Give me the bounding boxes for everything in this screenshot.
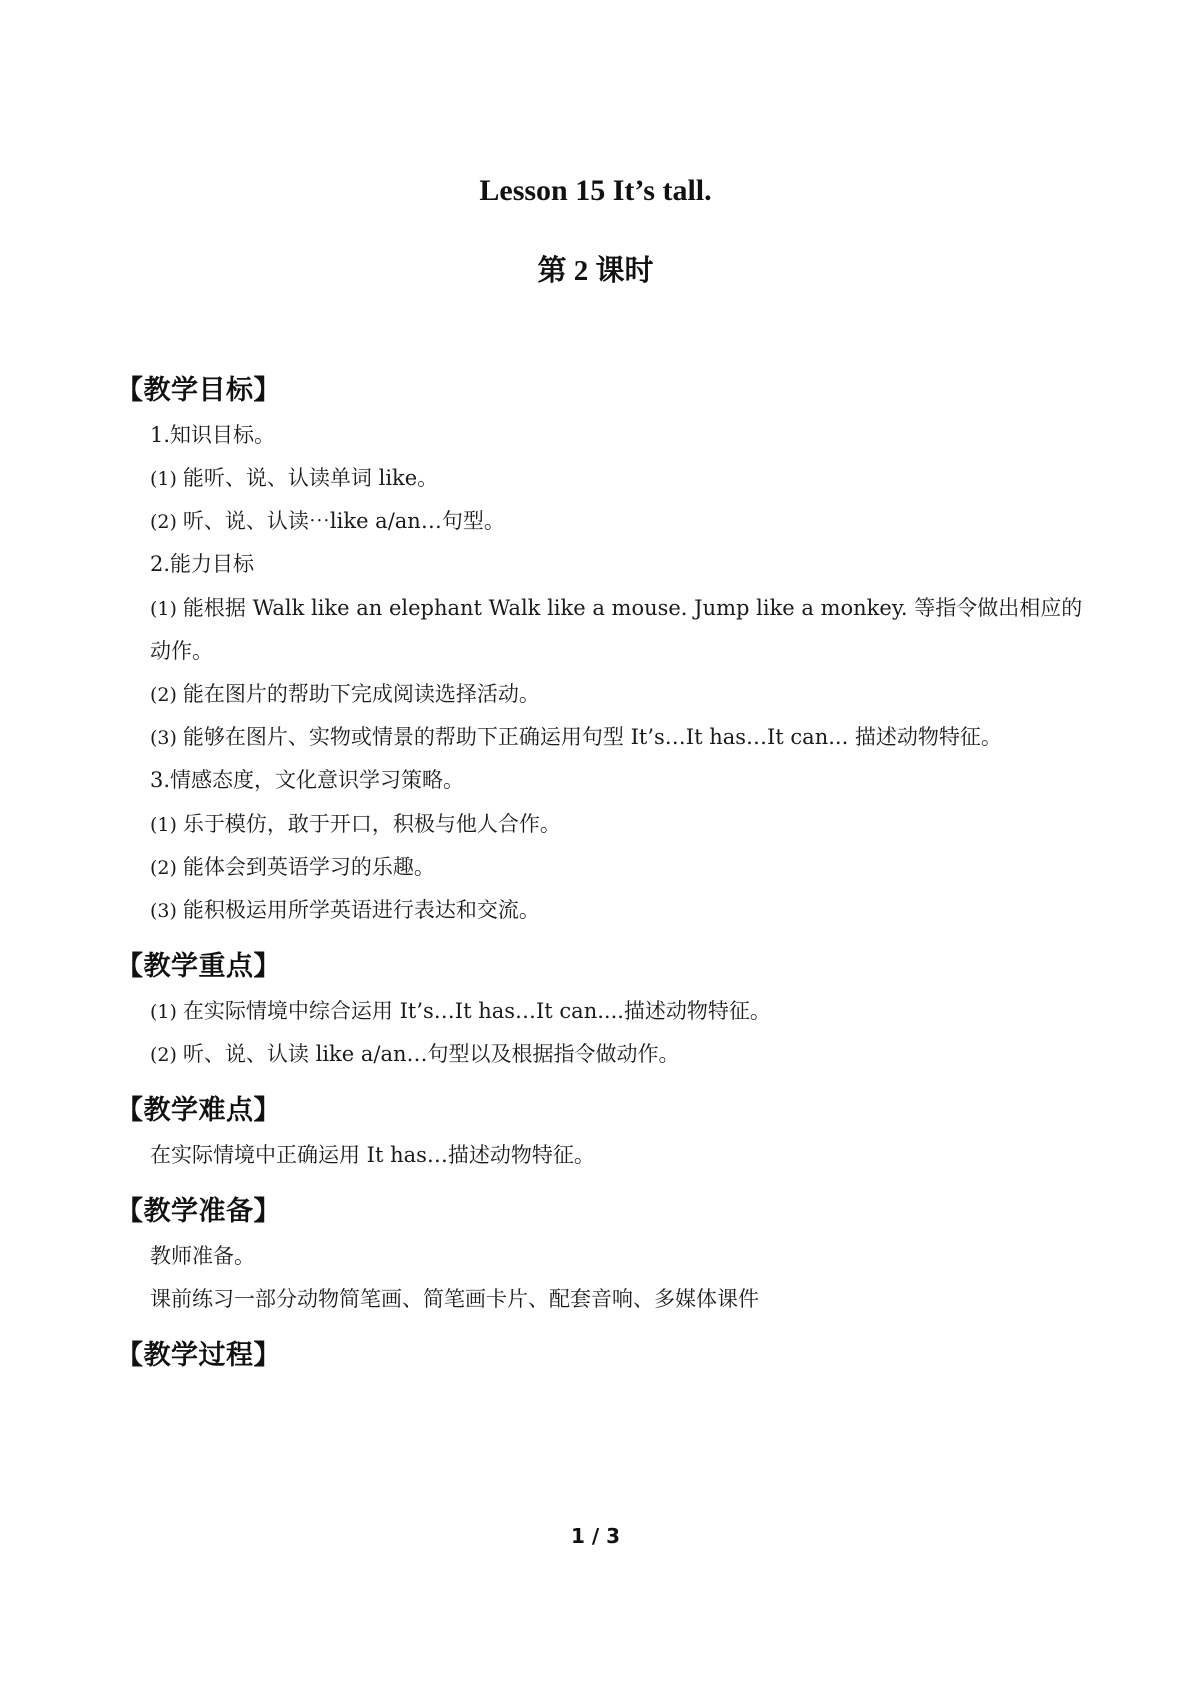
key-point-text: 听、说、认读 like a/an…句型以及根据指令做动作。	[182, 1042, 680, 1066]
difficulty-line	[150, 1140, 595, 1170]
objective-line-text: 能听、说、认读单词 like。	[182, 466, 439, 490]
objective-line	[150, 593, 1082, 624]
objective-line	[150, 463, 438, 494]
preparation-line	[150, 1284, 759, 1314]
objective-line-text: 能够在图片、实物或情景的帮助下正确运用句型 It’s…It has…It can... 描述动物特征。	[182, 725, 1002, 749]
objective-line-text: 听、说、认读⋯like a/an…句型。	[182, 509, 505, 533]
section-heading-key-points: 【教学重点】	[116, 951, 281, 982]
objective-line-text: 动作。	[150, 639, 213, 663]
objective-line	[150, 765, 464, 795]
objective-line-number: (1)	[150, 468, 177, 490]
objective-line-text: 1.知识目标。	[150, 423, 276, 447]
objective-line-number: (3)	[150, 900, 177, 922]
objective-line-text: 能体会到英语学习的乐趣。	[182, 855, 435, 879]
objective-line-text: 2.能力目标	[150, 552, 255, 576]
objective-line	[150, 809, 561, 840]
preparation-line	[150, 1241, 255, 1271]
preparation-text: 教师准备。	[150, 1244, 255, 1268]
objective-line-number: (2)	[150, 684, 177, 706]
section-heading-process: 【教学过程】	[116, 1340, 281, 1371]
objective-line-number: (2)	[150, 511, 177, 533]
objective-line	[150, 420, 275, 450]
lesson-title: Lesson 15 It’s tall.	[479, 174, 712, 207]
objective-line	[150, 852, 435, 883]
objective-line	[150, 636, 213, 666]
objective-line	[150, 549, 254, 579]
objective-line	[150, 506, 505, 537]
objective-line	[150, 679, 540, 710]
key-point-line	[150, 1039, 680, 1070]
objective-line-text: 能在图片的帮助下完成阅读选择活动。	[182, 682, 540, 706]
objective-line-number: (2)	[150, 857, 177, 879]
objective-line-text: 能积极运用所学英语进行表达和交流。	[182, 898, 540, 922]
section-heading-objectives: 【教学目标】	[116, 375, 281, 406]
preparation-text: 课前练习一部分动物简笔画、简笔画卡片、配套音响、多媒体课件	[150, 1287, 759, 1311]
section-heading-difficulties: 【教学难点】	[116, 1095, 281, 1126]
objective-line	[150, 722, 1002, 753]
objective-line-number: (1)	[150, 598, 177, 620]
objective-line-number: (1)	[150, 814, 177, 836]
page-number: 1 / 3	[570, 1524, 621, 1548]
section-heading-preparation: 【教学准备】	[116, 1196, 281, 1227]
key-point-line	[150, 996, 771, 1027]
key-point-number: (1)	[150, 1001, 177, 1023]
objective-line-number: (3)	[150, 727, 177, 749]
lesson-subtitle: 第 2 课时	[537, 255, 654, 287]
key-point-text: 在实际情境中综合运用 It’s…It has…It can....描述动物特征。	[182, 999, 771, 1023]
difficulty-text: 在实际情境中正确运用 It has…描述动物特征。	[150, 1143, 595, 1167]
objective-line-text: 3.情感态度，文化意识学习策略。	[150, 768, 465, 792]
objective-line-text: 乐于模仿，敢于开口，积极与他人合作。	[182, 812, 561, 836]
objective-line-text: 能根据 Walk like an elephant Walk like a mouse. Jump like a monkey. 等指令做出相应的	[182, 596, 1083, 620]
key-point-number: (2)	[150, 1044, 177, 1066]
objective-line	[150, 895, 540, 926]
